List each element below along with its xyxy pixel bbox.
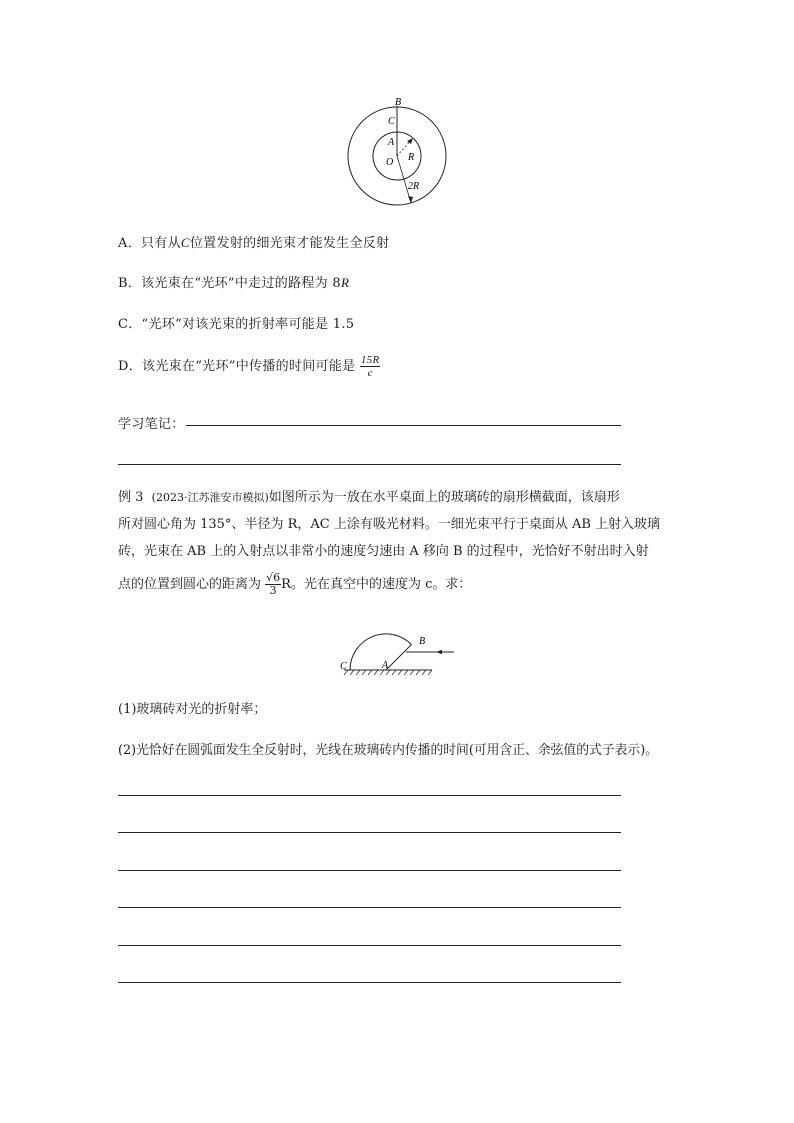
label-R: R — [408, 152, 415, 163]
notes-line-2[interactable] — [118, 464, 621, 465]
figure-concentric-circles — [340, 92, 455, 212]
label-C: C — [340, 661, 347, 672]
example3-fraction — [265, 572, 281, 597]
option-c: C．“光环”对该光束的折射率可能是 1.5 — [118, 317, 355, 332]
answer-line-1[interactable] — [118, 795, 621, 796]
label-2R: 2R — [408, 181, 420, 192]
answer-line-6[interactable] — [118, 982, 621, 983]
notes-line-1[interactable] — [186, 425, 621, 426]
example3-line4-suffix: R。光在真空中的速度为 c。求： — [281, 577, 472, 592]
option-b-var: R — [340, 275, 350, 290]
notes-label: 学习笔记： — [118, 417, 185, 432]
example3-line1 — [118, 488, 620, 508]
question-2: (2)光恰好在圆弧面发生全反射时，光线在玻璃砖内传播的时间(可用含正、余弦值的式子表示)。 — [118, 743, 658, 758]
incident-ray-arrow — [436, 650, 442, 654]
option-a-prefix: A．只有从 — [118, 236, 181, 251]
label-A: A — [382, 660, 389, 671]
option-d-denominator: c — [367, 367, 373, 379]
label-C: C — [388, 116, 395, 127]
label-O: O — [386, 157, 394, 168]
figure-sector-glass — [336, 622, 461, 682]
sector-radius-AB — [386, 645, 412, 671]
option-a-var: C — [180, 235, 190, 250]
example3-line3: 砖，光束在 AB 上的入射点以非常小的速度匀速由 A 移向 B 的过程中，光恰好不射出时入射 — [118, 544, 649, 559]
option-d — [118, 354, 380, 379]
example3-line2: 所对圆心角为 135°、半径为 R，AC 上涂有吸光材料。一细光束平行于桌面从 AB 上射入玻璃 — [118, 517, 661, 532]
arrow-head — [407, 138, 413, 144]
example3-denominator: 3 — [269, 584, 277, 597]
example3-numerator: √6 — [266, 571, 281, 584]
option-d-fraction — [360, 354, 381, 379]
question-1: (1)玻璃砖对光的折射率； — [118, 702, 267, 717]
label-B: B — [419, 636, 426, 647]
option-a-suffix: 位置发射的细光束才能发生全反射 — [189, 236, 390, 251]
example3-line4 — [118, 572, 471, 597]
label-B: B — [395, 97, 402, 108]
example3-source: (2023·江苏淮安市模拟) — [151, 491, 269, 504]
option-b-prefix: B．该光束在“光环”中走过的路程为 8 — [118, 276, 341, 291]
answer-line-2[interactable] — [118, 832, 621, 833]
example3-line1-text: 如图所示为一放在水平桌面上的玻璃砖的扇形横截面，该扇形 — [268, 490, 620, 505]
answer-line-3[interactable] — [118, 870, 621, 871]
option-b — [118, 272, 349, 291]
example3-label: 例 3 — [118, 490, 144, 505]
example3-line4-prefix: 点的位置到圆心的距离为 — [118, 577, 262, 592]
answer-line-5[interactable] — [118, 945, 621, 946]
sector-arc — [350, 634, 412, 670]
option-a — [118, 232, 389, 251]
answer-line-4[interactable] — [118, 907, 621, 908]
label-A: A — [388, 137, 395, 148]
option-d-numerator: 15R — [360, 354, 380, 366]
option-d-prefix: D．该光束在“光环”中传播的时间可能是 — [118, 359, 356, 374]
